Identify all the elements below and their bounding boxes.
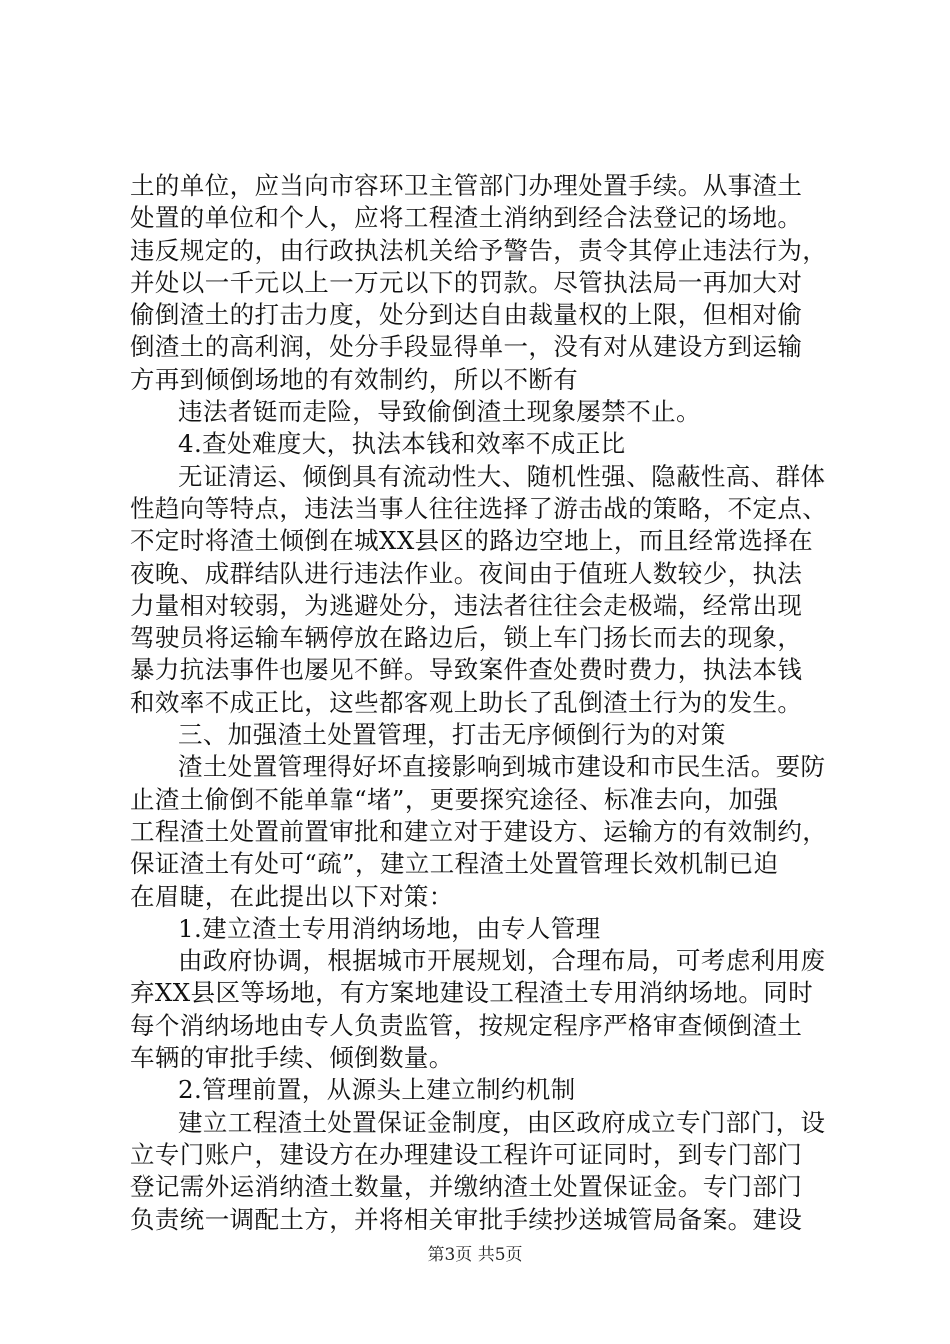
text-line: 偷倒渣土的打击力度，处分到达自由裁量权的上限，但相对偷 xyxy=(130,300,803,330)
text-line: 登记需外运消纳渣土数量，并缴纳渣土处置保证金。专门部门 xyxy=(130,1172,803,1202)
text-line: 渣土处置管理得好坏直接影响到城市建设和市民生活。要防 xyxy=(178,752,826,782)
page-footer: 第3页 共5页 xyxy=(427,1245,523,1265)
text-line: 和效率不成正比，这些都客观上助长了乱倒渣土行为的发生。 xyxy=(130,687,803,717)
text-line: 方再到倾倒场地的有效制约，所以不断有 xyxy=(130,364,579,394)
text-line: 违法者铤而走险，导致偷倒渣土现象屡禁不止。 xyxy=(178,397,701,427)
text-line: 2.管理前置，从源头上建立制约机制 xyxy=(178,1075,576,1105)
text-line: 由政府协调，根据城市开展规划，合理布局，可考虑利用废 xyxy=(178,946,826,976)
text-line: 在眉睫，在此提出以下对策： xyxy=(130,881,454,911)
text-line: 处置的单位和个人，应将工程渣土消纳到经合法登记的场地。 xyxy=(130,203,803,233)
text-line: 1.建立渣土专用消纳场地，由专人管理 xyxy=(178,913,601,943)
text-line: 三、加强渣土处置管理，打击无序倾倒行为的对策 xyxy=(178,720,726,750)
text-line: 力量相对较弱，为逃避处分，违法者往往会走极端，经常出现 xyxy=(130,590,803,620)
text-line: 性趋向等特点，违法当事人往往选择了游击战的策略，不定点、 xyxy=(130,493,828,523)
text-line: 保证渣土有处可“疏”，建立工程渣土处置管理长效机制已迫 xyxy=(130,849,779,879)
text-line: 车辆的审批手续、倾倒数量。 xyxy=(130,1043,454,1073)
text-line: 立专门账户，建设方在办理建设工程许可证同时，到专门部门 xyxy=(130,1139,803,1169)
text-line: 4.查处难度大，执法本钱和效率不成正比 xyxy=(178,429,626,459)
text-line: 夜晚、成群结队进行违法作业。夜间由于值班人数较少，执法 xyxy=(130,558,803,588)
text-line: 无证清运、倾倒具有流动性大、随机性强、隐蔽性高、群体 xyxy=(178,461,826,491)
text-line: 驾驶员将运输车辆停放在路边后，锁上车门扬长而去的现象， xyxy=(130,623,803,653)
document-body xyxy=(130,170,838,1236)
text-line: 负责统一调配土方，并将相关审批手续抄送城管局备案。建设 xyxy=(130,1204,803,1234)
text-line: 土的单位，应当向市容环卫主管部门办理处置手续。从事渣土 xyxy=(130,171,803,200)
text-line: 止渣土偷倒不能单靠“堵”，更要探究途径、标准去向，加强 xyxy=(130,784,779,814)
text-line: 并处以一千元以上一万元以下的罚款。尽管执法局一再加大对 xyxy=(130,267,803,297)
text-line: 建立工程渣土处置保证金制度，由区政府成立专门部门，设 xyxy=(178,1107,826,1137)
text-line: 工程渣土处置前置审批和建立对于建设方、运输方的有效制约， xyxy=(130,816,828,846)
text-line: 暴力抗法事件也屡见不鲜。导致案件查处费时费力，执法本钱 xyxy=(130,655,803,685)
text-line: 每个消纳场地由专人负责监管，按规定程序严格审查倾倒渣土 xyxy=(130,1010,803,1040)
text-line: 弃XX县区等场地，有方案地建设工程渣土专用消纳场地。同时 xyxy=(130,978,814,1008)
text-line: 不定时将渣土倾倒在城XX县区的路边空地上，而且经常选择在 xyxy=(130,526,814,556)
text-line: 倒渣土的高利润，处分手段显得单一，没有对从建设方到运输 xyxy=(130,332,803,362)
text-line: 违反规定的，由行政执法机关给予警告，责令其停止违法行为， xyxy=(130,235,828,265)
